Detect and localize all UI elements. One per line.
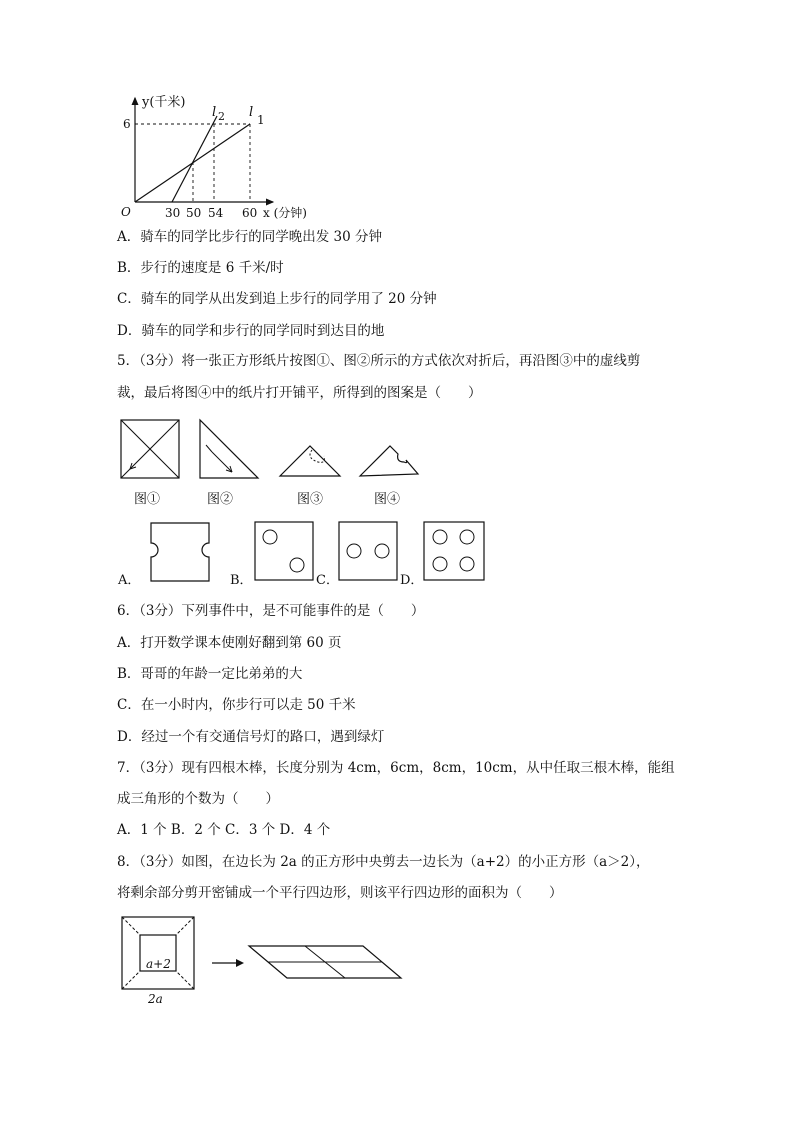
option-c-pattern bbox=[338, 521, 400, 583]
fold-figure-3 bbox=[278, 440, 344, 480]
q6-option-c: C．在一小时内，你步行可以走 50 千米 bbox=[117, 697, 356, 713]
q6-option-a: A．打开数学课本使刚好翻到第 60 页 bbox=[117, 635, 342, 651]
parallelogram-figure bbox=[247, 944, 407, 980]
q7-stem-line1: 7．（3分）现有四根木棒，长度分别为 4cm，6cm，8cm，10cm，从中任取三根木棒，能组 bbox=[117, 760, 675, 776]
q8-stem-line2: 将剩余部分剪开密铺成一个平行四边形，则该平行四边形的面积为（ ） bbox=[117, 885, 563, 901]
q5-option-label-b: B． bbox=[230, 573, 253, 588]
origin-label: O bbox=[121, 205, 131, 219]
q5-option-label-a: A． bbox=[118, 573, 141, 588]
line-l1-sub: 1 bbox=[257, 113, 265, 127]
line-l2-sub: 2 bbox=[218, 110, 225, 123]
q4-option-c: C．骑车的同学从出发到追上步行的同学用了 20 分钟 bbox=[117, 291, 437, 307]
q4-option-a: A．骑车的同学比步行的同学晚出发 30 分钟 bbox=[117, 229, 383, 245]
q5-option-label-d: D． bbox=[400, 573, 424, 588]
inner-side-label: a+2 bbox=[146, 957, 171, 971]
q5-option-label-c: C． bbox=[316, 573, 339, 588]
fold-figure-4 bbox=[358, 440, 424, 480]
q4-option-b: B．步行的速度是 6 千米/时 bbox=[117, 260, 284, 276]
line-l1-label: l bbox=[249, 105, 254, 120]
figure-caption-2: 图② bbox=[207, 492, 234, 507]
figure-caption-4: 图④ bbox=[374, 492, 401, 507]
x-tick-60: 60 bbox=[242, 206, 258, 220]
figure-caption-1: 图① bbox=[134, 492, 161, 507]
q7-options: A．1 个 B．2 个 C．3 个 D．4 个 bbox=[117, 822, 331, 838]
line-l2-label: l bbox=[212, 105, 217, 120]
figure-caption-3: 图③ bbox=[297, 492, 324, 507]
q6-option-b: B．哥哥的年龄一定比弟弟的大 bbox=[117, 666, 303, 682]
option-a-pattern bbox=[143, 521, 219, 583]
q4-option-d: D．骑车的同学和步行的同学同时到达目的地 bbox=[117, 323, 385, 339]
outer-side-label: 2a bbox=[148, 992, 163, 1006]
x-axis-label: x (分钟) bbox=[263, 206, 307, 220]
option-d-pattern bbox=[423, 521, 487, 583]
q7-stem-line2: 成三角形的个数为（ ） bbox=[117, 791, 279, 807]
y-axis-label: y(千米) bbox=[142, 95, 186, 110]
option-b-pattern bbox=[254, 521, 316, 583]
distance-time-graph bbox=[115, 92, 305, 224]
x-tick-54: 54 bbox=[208, 206, 224, 220]
fold-figure-1 bbox=[120, 419, 182, 481]
y-tick-6: 6 bbox=[123, 117, 131, 131]
q5-stem-line2: 裁，最后将图④中的纸片打开铺平，所得到的图案是（ ） bbox=[117, 385, 482, 401]
q6-option-d: D．经过一个有交通信号灯的路口，遇到绿灯 bbox=[117, 729, 385, 745]
q5-stem-line1: 5．（3分）将一张正方形纸片按图①、图②所示的方式依次对折后，再沿图③中的虚线剪 bbox=[117, 353, 641, 369]
q6-stem: 6．（3分）下列事件中，是不可能事件的是（ ） bbox=[117, 603, 425, 619]
arrow-right bbox=[212, 958, 246, 968]
x-tick-30: 30 bbox=[165, 206, 181, 220]
q8-square-figure bbox=[120, 915, 210, 1010]
x-tick-50: 50 bbox=[186, 206, 202, 220]
fold-figure-2 bbox=[198, 419, 262, 481]
line-l2 bbox=[172, 116, 217, 202]
q8-stem-line1: 8．（3分）如图，在边长为 2a 的正方形中央剪去一边长为（a+2）的小正方形（a＞2）， bbox=[117, 854, 650, 870]
